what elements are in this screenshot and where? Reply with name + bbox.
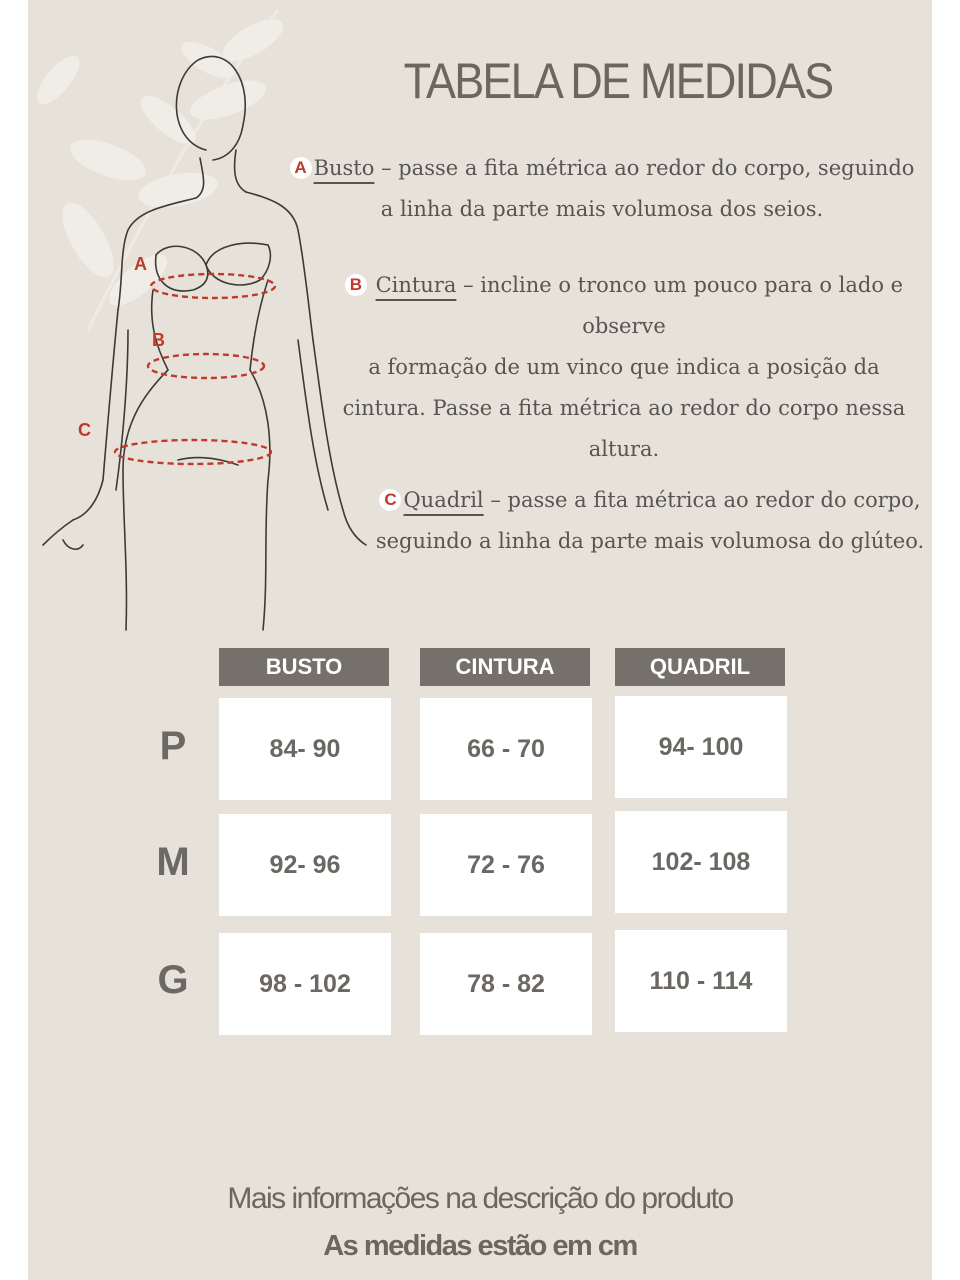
- body-figure-illustration: [28, 40, 368, 640]
- figure-marker-a: A: [134, 254, 147, 274]
- figure-marker-b: B: [152, 330, 165, 350]
- bust-instruction: [280, 148, 924, 230]
- waist-text: – incline o tronco um pouco para o lado e observe: [456, 273, 904, 338]
- size-chart-page: [28, 0, 932, 1280]
- page-title: TABELA DE MEDIDAS: [403, 53, 833, 109]
- bust-keyword: Busto: [313, 156, 375, 180]
- hip-text: – passe a fita métrica ao redor do corpo, seguindo a linha da parte mais volumosa do glúteo.: [375, 488, 925, 553]
- cell-p-quadril: 94- 100: [615, 696, 787, 798]
- waist-instruction: [324, 265, 924, 470]
- badge-a: A: [290, 157, 312, 179]
- waist-text-2: a formação de um vinco que indica a posição da cintura. Passe a fita métrica ao redor do corpo nessa altura.: [342, 355, 906, 461]
- size-label-p: P: [159, 724, 187, 768]
- cell-m-cintura: 72 - 76: [420, 814, 592, 916]
- waist-keyword: Cintura: [375, 273, 457, 297]
- footer-units: As medidas estão em cm: [323, 1230, 637, 1262]
- header-quadril: QUADRIL: [615, 648, 785, 686]
- figure-marker-c: C: [78, 420, 91, 440]
- header-busto: BUSTO: [219, 648, 389, 686]
- size-label-m: M: [156, 840, 190, 884]
- cell-g-cintura: 78 - 82: [420, 933, 592, 1035]
- header-cintura: CINTURA: [420, 648, 590, 686]
- cell-m-busto: 92- 96: [219, 814, 391, 916]
- bust-text: – passe a fita métrica ao redor do corpo, seguindo a linha da parte mais volumosa dos seios.: [374, 156, 915, 221]
- footer-more-info: Mais informações na descrição do produto: [227, 1182, 733, 1215]
- cell-g-busto: 98 - 102: [219, 933, 391, 1035]
- hip-instruction: [370, 480, 930, 562]
- cell-p-busto: 84- 90: [219, 698, 391, 800]
- hip-keyword: Quadril: [403, 488, 484, 512]
- badge-c: C: [379, 489, 401, 511]
- cell-g-quadril: 110 - 114: [615, 930, 787, 1032]
- cell-m-quadril: 102- 108: [615, 811, 787, 913]
- cell-p-cintura: 66 - 70: [420, 698, 592, 800]
- size-label-g: G: [157, 958, 189, 1002]
- badge-b: B: [345, 274, 367, 296]
